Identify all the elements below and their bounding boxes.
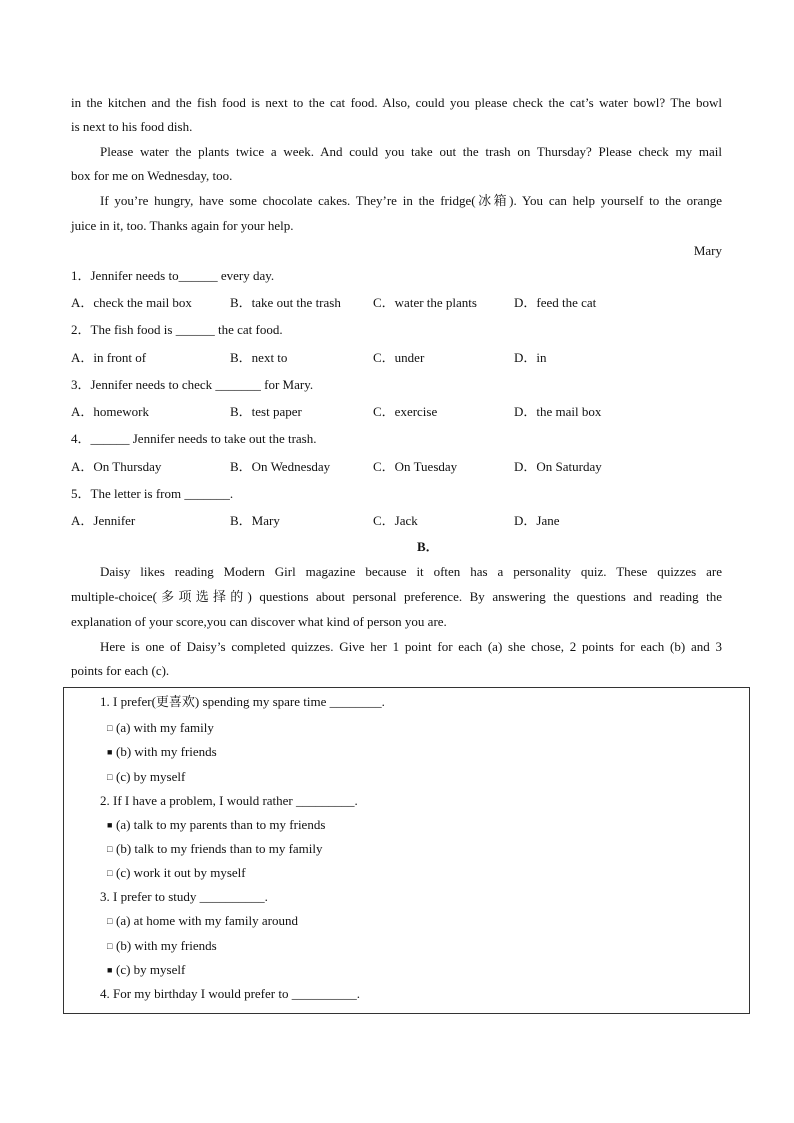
section-b-heading: B． bbox=[417, 539, 439, 554]
question-option: C．On Tuesday bbox=[373, 459, 458, 474]
question-option: A．check the mail box bbox=[71, 295, 192, 310]
quiz-choice[interactable]: □ (b) talk to my friends than to my family bbox=[107, 841, 323, 856]
passage-a-line-1: in the kitchen and the fish food is next to the cat food. Also, could you please check the cat’s water bowl? The bowl bbox=[71, 95, 722, 110]
question-option: C．exercise bbox=[373, 404, 438, 419]
question-option: C．under bbox=[373, 350, 425, 365]
question-option: B．Mary bbox=[230, 513, 280, 528]
question-option: C．Jack bbox=[373, 513, 418, 528]
passage-a-line-6: juice in it, too. Thanks again for your help. bbox=[71, 218, 294, 233]
checkbox-icon: ■ bbox=[107, 965, 113, 975]
question-option: D．On Saturday bbox=[514, 459, 602, 474]
section-b-line-5: points for each (c). bbox=[71, 663, 170, 678]
question-option: D．in bbox=[514, 350, 547, 365]
question-option: D．the mail box bbox=[514, 404, 602, 419]
quiz-choice[interactable]: □ (c) work it out by myself bbox=[107, 865, 246, 880]
checkbox-icon: □ bbox=[107, 868, 113, 878]
checkbox-icon: □ bbox=[107, 916, 113, 926]
question-option: B．next to bbox=[230, 350, 288, 365]
quiz-question: 2. If I have a problem, I would rather _________. bbox=[100, 793, 358, 808]
quiz-choice[interactable]: ■ (b) with my friends bbox=[107, 744, 217, 759]
quiz-choice[interactable]: □ (a) with my family bbox=[107, 720, 214, 735]
quiz-choice[interactable]: □ (c) by myself bbox=[107, 769, 186, 784]
checkbox-icon: □ bbox=[107, 772, 113, 782]
section-b-line-2: multiple-choice(多项选择的) questions about personal preference. By answering the questions and reading the bbox=[71, 589, 722, 604]
question-option: A．Jennifer bbox=[71, 513, 136, 528]
question-option: A．On Thursday bbox=[71, 459, 162, 474]
question-stem: 1．Jennifer needs to______ every day. bbox=[71, 268, 275, 283]
question-stem: 2．The fish food is ______ the cat food. bbox=[71, 322, 283, 337]
checkbox-icon: □ bbox=[107, 723, 113, 733]
section-b-line-1: Daisy likes reading Modern Girl magazine because it often has a personality quiz. These quizzes are bbox=[100, 564, 722, 579]
question-option: D．feed the cat bbox=[514, 295, 597, 310]
passage-a-line-2: is next to his food dish. bbox=[71, 119, 193, 134]
checkbox-icon: ■ bbox=[107, 820, 113, 830]
section-b-line-3: explanation of your score,you can discover what kind of person you are. bbox=[71, 614, 447, 629]
passage-a-line-5: If you’re hungry, have some chocolate cakes. They’re in the fridge(冰箱). You can help yourself to the orange bbox=[100, 193, 722, 208]
passage-a-line-4: box for me on Wednesday, too. bbox=[71, 168, 233, 183]
question-option: B．take out the trash bbox=[230, 295, 341, 310]
section-b-line-4: Here is one of Daisy’s completed quizzes. Give her 1 point for each (a) she chose, 2 points for each (b) and 3 bbox=[100, 639, 722, 654]
question-stem: 3．Jennifer needs to check _______ for Mary. bbox=[71, 377, 314, 392]
quiz-choice[interactable]: ■ (c) by myself bbox=[107, 962, 186, 977]
quiz-question: 1. I prefer(更喜欢) spending my spare time ________. bbox=[100, 694, 385, 709]
signature: Mary bbox=[693, 243, 722, 258]
quiz-question: 3. I prefer to study __________. bbox=[100, 889, 268, 904]
quiz-choice[interactable]: □ (a) at home with my family around bbox=[107, 913, 298, 928]
question-option: A．in front of bbox=[71, 350, 147, 365]
checkbox-icon: □ bbox=[107, 844, 113, 854]
question-option: B．On Wednesday bbox=[230, 459, 331, 474]
quiz-choice[interactable]: ■ (a) talk to my parents than to my friends bbox=[107, 817, 326, 832]
question-stem: 5．The letter is from _______. bbox=[71, 486, 234, 501]
passage-a-line-3: Please water the plants twice a week. And could you take out the trash on Thursday? Please check my mail bbox=[100, 144, 722, 159]
question-option: C．water the plants bbox=[373, 295, 477, 310]
question-stem: 4．______ Jennifer needs to take out the trash. bbox=[71, 431, 317, 446]
checkbox-icon: ■ bbox=[107, 747, 113, 757]
quiz-question: 4. For my birthday I would prefer to __________. bbox=[100, 986, 360, 1001]
question-option: B．test paper bbox=[230, 404, 302, 419]
quiz-choice[interactable]: □ (b) with my friends bbox=[107, 938, 217, 953]
question-option: A．homework bbox=[71, 404, 149, 419]
question-option: D．Jane bbox=[514, 513, 560, 528]
checkbox-icon: □ bbox=[107, 941, 113, 951]
